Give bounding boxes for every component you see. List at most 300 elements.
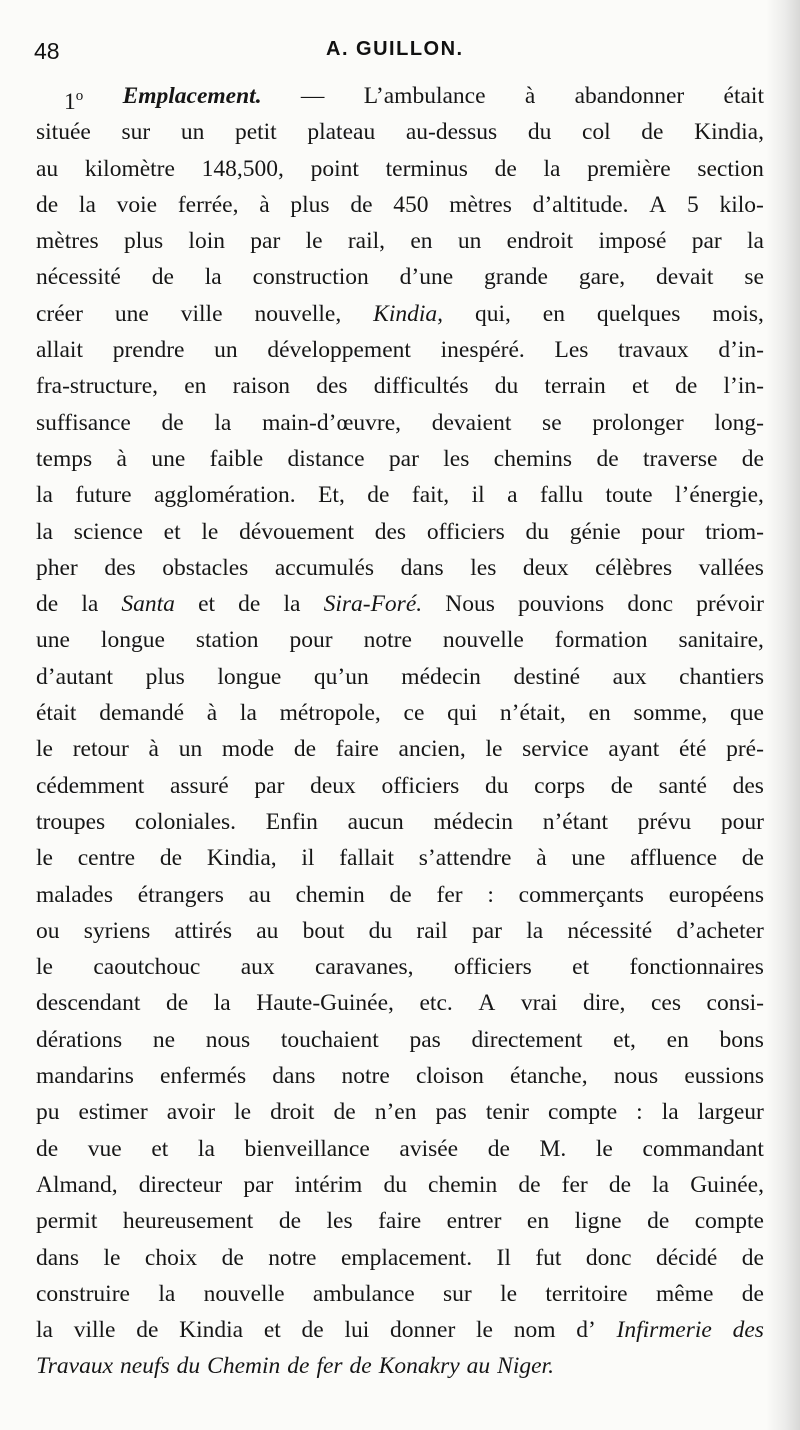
word: inespéré.	[440, 337, 525, 364]
word: un	[178, 736, 203, 763]
text-line	[36, 114, 764, 150]
word: entrer	[446, 1208, 502, 1235]
word: M.	[539, 1135, 567, 1162]
text-line	[36, 1312, 764, 1348]
word: largeur	[697, 1099, 764, 1126]
italic-word: Sira-Foré.	[323, 591, 423, 618]
word: ayant	[608, 736, 660, 763]
word: voie	[116, 191, 158, 218]
word: même	[655, 1280, 714, 1307]
word: imposé	[598, 228, 667, 255]
word: compte	[547, 1099, 618, 1126]
word: long-	[714, 409, 764, 436]
word: fer	[561, 1171, 588, 1198]
word: ville	[73, 1317, 116, 1344]
word: le	[36, 736, 53, 763]
text-line	[36, 550, 764, 586]
word: caoutchouc	[93, 954, 201, 981]
word: a	[507, 482, 518, 509]
word: devait	[656, 264, 714, 291]
word: emplacement.	[340, 1244, 473, 1271]
word: rail	[416, 917, 448, 944]
word: sur	[443, 1280, 472, 1307]
word: Nous	[445, 591, 495, 618]
italic-word: de	[349, 1353, 372, 1380]
word: première	[587, 155, 671, 182]
word: demandé	[99, 700, 185, 727]
word: de	[159, 845, 183, 872]
italic-word: neufs	[120, 1353, 170, 1380]
word: le	[103, 1244, 121, 1271]
word: coloniales.	[134, 808, 237, 835]
word: deux	[522, 554, 569, 581]
word: directeur	[138, 1171, 223, 1198]
word: du	[368, 917, 393, 944]
word: la	[239, 700, 257, 727]
word: qu’un	[313, 663, 369, 690]
word: le	[234, 1099, 252, 1126]
word: du	[383, 1171, 407, 1198]
text-line	[36, 1022, 764, 1058]
word: que	[729, 700, 764, 727]
word: le	[36, 954, 53, 981]
word: des	[374, 518, 407, 545]
word: distance	[287, 445, 365, 472]
word: aux	[612, 663, 647, 690]
word: fut	[535, 1244, 562, 1271]
italic-word: Chemin	[207, 1353, 281, 1380]
word: cloison	[415, 1063, 484, 1090]
word: dérations	[36, 1026, 123, 1053]
word: directement	[471, 1026, 583, 1053]
word: ne	[152, 1026, 176, 1053]
page-header	[30, 38, 770, 70]
word: nous	[613, 1063, 659, 1090]
word: chantiers	[679, 663, 764, 690]
word: terminus	[385, 155, 468, 182]
word: par	[250, 228, 281, 255]
word: nécessité	[36, 264, 121, 291]
word: il	[301, 845, 315, 872]
word: Guinée,	[690, 1171, 764, 1198]
word: fallu	[539, 482, 584, 509]
word: de	[741, 1244, 764, 1271]
word: pour	[641, 518, 685, 545]
word: difficultés	[373, 373, 469, 400]
italic-word: Kindia,	[373, 300, 444, 327]
word: un	[180, 119, 205, 146]
word: et,	[613, 1026, 636, 1053]
word: médecin	[401, 663, 481, 690]
word: —	[300, 83, 325, 109]
word: retour	[72, 736, 129, 763]
text-line	[36, 731, 764, 767]
word: Kindia,	[206, 845, 277, 872]
word: à	[116, 445, 127, 472]
word: faible	[209, 445, 264, 472]
word: kilo-	[719, 191, 764, 218]
word: petit	[234, 119, 277, 146]
word: somme,	[633, 700, 708, 727]
word: en	[588, 700, 611, 727]
word: enfermés	[160, 1063, 247, 1090]
word: plateau	[307, 119, 376, 146]
word: qui,	[474, 300, 511, 327]
word: mandarins	[36, 1063, 134, 1090]
word: développement	[267, 337, 411, 364]
italic-word: au	[466, 1353, 491, 1380]
word: de	[596, 445, 619, 472]
word: la	[204, 264, 222, 291]
word: 148,500,	[201, 155, 284, 182]
text-line	[36, 768, 764, 804]
word: de	[350, 191, 373, 218]
text-line	[36, 1276, 764, 1312]
word: les	[470, 554, 497, 581]
text-line	[36, 586, 764, 622]
word: affluence	[630, 845, 718, 872]
word: fonctionnaires	[629, 954, 764, 981]
word: la	[652, 1171, 670, 1198]
word: col	[581, 119, 611, 146]
text-line	[36, 1348, 764, 1384]
word: à	[206, 700, 218, 727]
word: en	[526, 1208, 550, 1235]
word: Les	[554, 337, 589, 364]
word: Kindia,	[694, 119, 764, 146]
word: fer	[436, 881, 463, 908]
word: accumulés	[274, 554, 375, 581]
word: eussions	[684, 1063, 764, 1090]
word: bienveillance	[244, 1135, 370, 1162]
running-head: A. GUILLON.	[326, 38, 464, 60]
italic-word: Niger.	[497, 1353, 554, 1380]
word: en	[542, 300, 565, 327]
word: s’attendre	[418, 845, 512, 872]
word: la	[197, 1135, 215, 1162]
word: devaient	[431, 409, 512, 436]
text-line	[36, 332, 764, 368]
word: au	[248, 881, 271, 908]
word: mois,	[712, 300, 764, 327]
word: était	[723, 83, 764, 109]
word: dans	[36, 1244, 80, 1271]
word: tenir	[485, 1099, 529, 1126]
word: science	[73, 518, 143, 545]
word: mètres	[36, 228, 99, 255]
word: vue	[87, 1135, 122, 1162]
word: notre	[363, 627, 412, 654]
word: n’étant	[542, 808, 608, 835]
text-line	[36, 1203, 764, 1239]
word: future	[75, 482, 132, 509]
word: compte	[694, 1208, 764, 1235]
word: de	[367, 482, 390, 509]
word: un	[457, 228, 482, 255]
word: et	[631, 373, 649, 400]
word: des	[104, 554, 136, 581]
word: il	[471, 482, 485, 509]
word: obstacles	[162, 554, 249, 581]
word: d’altitude.	[532, 191, 629, 218]
word: à	[524, 83, 536, 109]
word: d’in-	[718, 337, 764, 364]
word: la	[36, 482, 53, 509]
text-line	[36, 913, 764, 949]
word: ou	[36, 917, 60, 944]
text-line	[36, 804, 764, 840]
word: les	[326, 1208, 353, 1235]
text-line	[36, 441, 764, 477]
word: la	[283, 591, 301, 618]
word: plus	[123, 228, 164, 255]
word: médecin	[433, 808, 514, 835]
word: point	[310, 155, 359, 182]
word: pré-	[726, 736, 764, 763]
word: en	[666, 1026, 689, 1053]
word: d’autant	[36, 663, 113, 690]
word: longue	[100, 627, 165, 654]
word: fra-structure,	[36, 373, 158, 400]
word: une	[151, 445, 186, 472]
word: pu	[36, 1099, 60, 1126]
italic-word: de	[287, 1353, 310, 1380]
word: par	[388, 445, 419, 472]
word: loin	[188, 228, 225, 255]
text-line	[36, 368, 764, 404]
word: consi-	[706, 990, 764, 1017]
word: pour	[720, 808, 764, 835]
italic-word: Infirmerie	[616, 1317, 712, 1344]
word: station	[195, 627, 259, 654]
text-line	[36, 405, 764, 441]
word: :	[487, 881, 494, 908]
word: dans	[272, 1063, 316, 1090]
text-line	[36, 296, 764, 332]
word: commandant	[642, 1135, 764, 1162]
word: d’une	[399, 264, 454, 291]
word: pas	[409, 1026, 441, 1053]
word: de	[741, 1280, 764, 1307]
word: de	[221, 1244, 244, 1271]
word: bons	[719, 1026, 764, 1053]
word: du	[527, 119, 552, 146]
word: intérim	[294, 1171, 363, 1198]
word: la	[158, 1280, 176, 1307]
text-line	[36, 695, 764, 731]
word: faire	[378, 1208, 422, 1235]
word: malades	[36, 881, 113, 908]
italic-word: Konakry	[378, 1353, 460, 1380]
word: ce	[403, 700, 425, 727]
word: une	[571, 845, 606, 872]
word: l’énergie,	[674, 482, 764, 509]
word: génie	[569, 518, 621, 545]
italic-word: Santa	[121, 591, 175, 618]
word: plus	[145, 663, 185, 690]
word: en	[184, 373, 207, 400]
word: de	[36, 191, 59, 218]
word: des	[316, 373, 348, 400]
word: A	[478, 990, 496, 1017]
word: les	[443, 445, 470, 472]
word: du	[484, 772, 509, 799]
page-number: 48	[34, 38, 60, 64]
word: européens	[668, 881, 764, 908]
word: se	[542, 409, 562, 436]
word: de	[165, 990, 189, 1017]
word: Almand,	[36, 1171, 118, 1198]
page-edge-shadow	[766, 0, 800, 1430]
word: décidé	[656, 1244, 718, 1271]
word: Il	[496, 1244, 511, 1271]
text-line	[36, 223, 764, 259]
word: de	[610, 772, 633, 799]
word: pher	[36, 554, 78, 581]
word: etc.	[419, 990, 453, 1017]
word: attirés	[174, 917, 232, 944]
section-heading-word: Emplacement.	[122, 83, 262, 109]
word: service	[522, 736, 589, 763]
word: aucun	[347, 808, 404, 835]
word: sanitaire,	[678, 627, 764, 654]
word: pouvions	[518, 591, 605, 618]
italic-word: fer	[316, 1353, 343, 1380]
word: du	[525, 518, 549, 545]
word: raison	[232, 373, 290, 400]
italic-word: du	[176, 1353, 201, 1380]
word: de	[238, 591, 261, 618]
word: temps	[36, 445, 93, 472]
word: droit	[270, 1099, 315, 1126]
word: métropole,	[279, 700, 381, 727]
word: faire	[335, 736, 379, 763]
word: par	[254, 772, 285, 799]
word: toute	[605, 482, 653, 509]
italic-word: Travaux	[36, 1353, 114, 1380]
text-line	[36, 1058, 764, 1094]
word: et	[263, 1317, 281, 1344]
word: n’en	[374, 1099, 417, 1126]
text-line	[36, 151, 764, 187]
word: prévoir	[696, 591, 764, 618]
word: ferrée,	[177, 191, 239, 218]
word: le	[485, 736, 503, 763]
text-line	[36, 1131, 764, 1167]
word: A	[649, 191, 667, 218]
word: nouvelle	[442, 627, 524, 654]
word: Haute-Guinée,	[256, 990, 394, 1017]
word: la	[214, 409, 232, 436]
word: deux	[310, 772, 356, 799]
word: la	[81, 591, 99, 618]
word: se	[744, 264, 764, 291]
word: ambulance	[312, 1280, 415, 1307]
word: nom	[513, 1317, 556, 1344]
word: descendant	[36, 990, 141, 1017]
text-line	[36, 1094, 764, 1130]
word: la	[661, 1099, 679, 1126]
word: et	[572, 954, 590, 981]
word: par	[243, 1171, 274, 1198]
word: et	[163, 518, 181, 545]
text-line	[36, 514, 764, 550]
word: et	[198, 591, 216, 618]
text-line	[36, 949, 764, 985]
word: de	[389, 881, 412, 908]
word: territoire	[545, 1280, 628, 1307]
word: par	[691, 228, 722, 255]
word: Kindia	[179, 1317, 244, 1344]
word: destiné	[513, 663, 581, 690]
word: la	[36, 1317, 53, 1344]
word: commerçants	[518, 881, 644, 908]
word: la	[78, 191, 96, 218]
word: heureusement	[122, 1208, 254, 1235]
word: une	[36, 627, 70, 654]
word: l’in-	[723, 373, 764, 400]
text-line	[36, 877, 764, 913]
text-line	[36, 259, 764, 295]
word: le	[36, 845, 53, 872]
word: de	[494, 155, 517, 182]
italic-word: des	[732, 1317, 764, 1344]
word: le	[201, 518, 219, 545]
word: de	[151, 264, 174, 291]
word: chemin	[295, 881, 365, 908]
word: de	[741, 445, 764, 472]
word: syriens	[83, 917, 151, 944]
word: vallées	[698, 554, 764, 581]
word: des	[732, 772, 764, 799]
word: longue	[217, 663, 282, 690]
word: 5	[686, 191, 699, 218]
word: Et,	[318, 482, 345, 509]
word: en	[410, 228, 433, 255]
ordinal-superscript: o	[75, 88, 84, 104]
word: construction	[252, 264, 369, 291]
word: section	[697, 155, 764, 182]
word: étrangers	[137, 881, 224, 908]
word: plus	[290, 191, 330, 218]
word: estimer	[78, 1099, 148, 1126]
word: traverse	[643, 445, 718, 472]
word: sur	[121, 119, 151, 146]
word: pas	[435, 1099, 467, 1126]
word: grande	[484, 264, 548, 291]
word: 450	[393, 191, 429, 218]
word: cédemment	[36, 772, 145, 799]
word: de	[487, 1135, 510, 1162]
word: la	[543, 155, 561, 182]
word: de	[36, 591, 59, 618]
word: bout	[302, 917, 345, 944]
word: officiers	[381, 772, 460, 799]
word: touchaient	[280, 1026, 379, 1053]
word: suffisance	[36, 409, 131, 436]
word: ces	[650, 990, 681, 1017]
word: mode	[221, 736, 275, 763]
text-line	[36, 622, 764, 658]
word: été	[679, 736, 707, 763]
text-line	[36, 659, 764, 695]
word: le	[476, 1317, 493, 1344]
word: ville	[180, 300, 223, 327]
body-paragraph	[36, 78, 764, 1385]
word: une	[114, 300, 149, 327]
word: Enfin	[265, 808, 318, 835]
word: officiers	[453, 954, 532, 981]
